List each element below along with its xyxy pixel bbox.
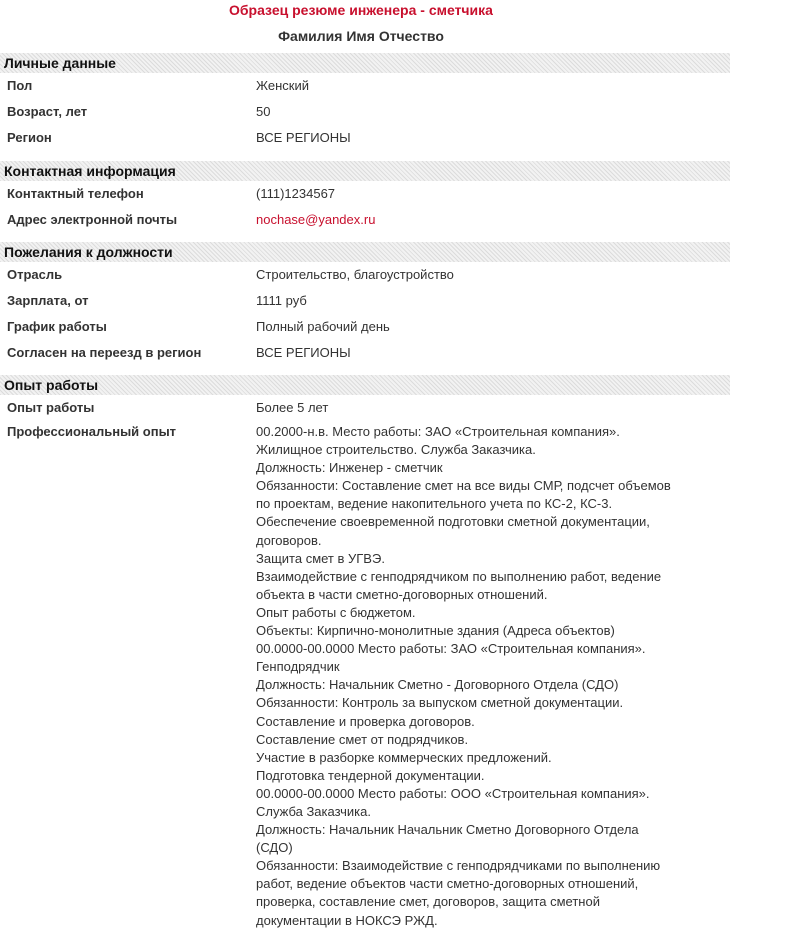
person-name: Фамилия Имя Отчество	[278, 28, 444, 44]
experience-line: Обязанности: Взаимодействие с генподрядчиками по выполнению	[256, 858, 661, 874]
section-header-personal: Личные данные	[0, 53, 730, 73]
label-experience-years: Опыт работы	[7, 400, 95, 415]
value-schedule: Полный рабочий день	[256, 319, 390, 334]
label-email: Адрес электронной почты	[7, 212, 178, 227]
value-experience-years: Более 5 лет	[256, 400, 329, 415]
section-header-experience: Опыт работы	[0, 375, 730, 395]
experience-line: Служба Заказчика.	[256, 803, 371, 819]
experience-line: Составление и проверка договоров.	[256, 713, 475, 729]
experience-line: по проектам, ведение накопительного учета по КС-2, КС-3.	[256, 496, 613, 512]
section-experience	[0, 375, 730, 928]
value-industry: Строительство, благоустройство	[256, 267, 454, 282]
row-professional-experience	[0, 423, 730, 928]
professional-experience-text	[256, 423, 726, 930]
experience-line: проверка, составление смет, договоров, защита сметной	[256, 894, 600, 910]
row-relocation	[0, 340, 730, 366]
row-age	[0, 99, 730, 125]
experience-line: Обязанности: Контроль за выпуском сметной документации.	[256, 695, 624, 711]
experience-line: Должность: Начальник Начальник Сметно Договорного Отдела	[256, 822, 639, 838]
label-professional-experience: Профессиональный опыт	[7, 424, 177, 439]
value-region: ВСЕ РЕГИОНЫ	[256, 130, 351, 145]
section-contact	[0, 161, 730, 233]
row-schedule	[0, 314, 730, 340]
experience-line: Обязанности: Составление смет на все виды СМР, подсчет объемов	[256, 478, 671, 494]
experience-line: Жилищное строительство. Служба Заказчика.	[256, 442, 536, 458]
row-salary	[0, 288, 730, 314]
experience-line: Защита смет в УГВЭ.	[256, 550, 385, 566]
experience-line: Объекты: Кирпично-монолитные здания (Адреса объектов)	[256, 623, 615, 639]
label-schedule: График работы	[7, 319, 107, 334]
experience-line: Генподрядчик	[256, 659, 340, 675]
experience-line: Обеспечение своевременной подготовки сметной документации,	[256, 514, 650, 530]
label-industry: Отрасль	[7, 267, 63, 282]
experience-line: Подготовка тендерной документации.	[256, 767, 485, 783]
section-wishes	[0, 242, 730, 366]
experience-line: Опыт работы с бюджетом.	[256, 604, 416, 620]
experience-line: 00.2000-н.в. Место работы: ЗАО «Строительная компания».	[256, 424, 620, 439]
row-phone	[0, 181, 730, 207]
page-title: Образец резюме инженера - сметчика	[229, 2, 493, 18]
value-age: 50	[256, 104, 271, 119]
experience-line: договоров.	[256, 532, 322, 548]
value-gender: Женский	[256, 78, 309, 93]
label-age: Возраст, лет	[7, 104, 88, 119]
section-header-wishes: Пожелания к должности	[0, 242, 730, 262]
experience-line: Взаимодействие с генподрядчиком по выполнению работ, ведение	[256, 568, 662, 584]
experience-line: 00.0000-00.0000 Место работы: ЗАО «Строительная компания».	[256, 641, 646, 657]
value-relocation: ВСЕ РЕГИОНЫ	[256, 345, 351, 360]
section-header-contact: Контактная информация	[0, 161, 730, 181]
experience-line: 00.0000-00.0000 Место работы: ООО «Строительная компания».	[256, 785, 650, 801]
label-salary: Зарплата, от	[7, 293, 89, 308]
row-experience-years	[0, 395, 730, 421]
label-relocation: Согласен на переезд в регион	[7, 345, 202, 360]
label-phone: Контактный телефон	[7, 186, 144, 201]
experience-line: Должность: Начальник Сметно - Договорного Отдела (СДО)	[256, 677, 619, 693]
row-email	[0, 207, 730, 233]
value-phone: (111)1234567	[256, 186, 336, 201]
section-personal	[0, 53, 730, 151]
row-region	[0, 125, 730, 151]
row-industry	[0, 262, 730, 288]
label-region: Регион	[7, 130, 52, 145]
row-gender	[0, 73, 730, 99]
experience-line: работ, ведение объектов части сметно-договорных отношений,	[256, 876, 639, 892]
email-link[interactable]: nochase@yandex.ru	[256, 212, 376, 227]
experience-line: Составление смет от подрядчиков.	[256, 731, 469, 747]
experience-line: (СДО)	[256, 840, 293, 856]
experience-line: документации в НОКСЭ РЖД.	[256, 912, 438, 928]
label-gender: Пол	[7, 78, 33, 93]
experience-line: Участие в разборке коммерческих предложений.	[256, 749, 552, 765]
value-salary: 1111 руб	[256, 293, 307, 308]
experience-line: объекта в части сметно-договорных отношений.	[256, 586, 548, 602]
experience-line: Должность: Инженер - сметчик	[256, 460, 443, 476]
